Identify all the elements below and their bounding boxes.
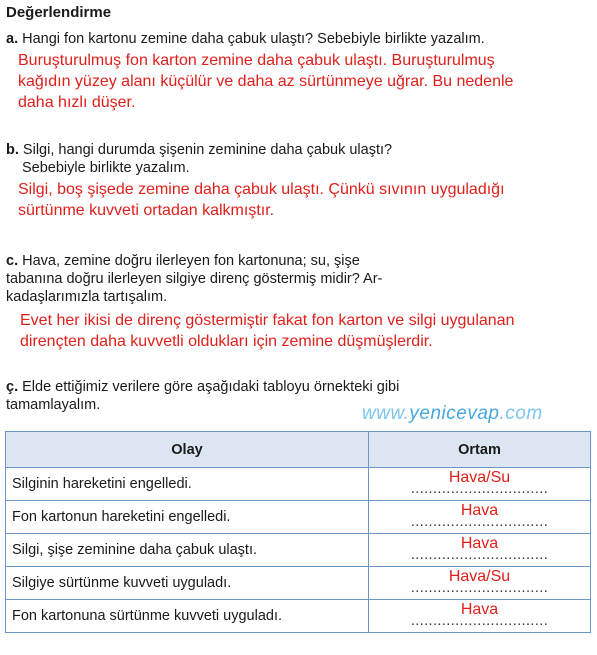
table-row <box>6 468 591 501</box>
question-a-text: Hangi fon kartonu zemine daha çabuk ulaştı? Sebebiyle birlikte yazalım. <box>22 31 485 47</box>
question-cc-text: tamamlayalım. <box>6 397 101 413</box>
question-c-text: kadaşlarımızla tartışalım. <box>6 289 168 305</box>
question-cc <box>6 378 399 414</box>
site-watermark: www.yenicevap.com <box>362 403 543 424</box>
medium-cell <box>369 534 591 567</box>
blank-line: ............................... <box>410 580 549 596</box>
blank-line: ............................... <box>410 481 549 497</box>
event-cell: Silgiye sürtünme kuvveti uyguladı. <box>6 567 369 600</box>
question-b-text: Silgi, hangi durumda şişenin zeminine daha çabuk ulaştı? <box>22 142 393 158</box>
event-cell: Silgi, şişe zeminine daha çabuk ulaştı. <box>6 534 369 567</box>
question-b-label: b. <box>6 142 19 158</box>
event-cell: Fon kartonun hareketini engelledi. <box>6 501 369 534</box>
answer-b-line: Silgi, boş şişede zemine daha çabuk ulaştı. Çünkü sıvının uyguladığı <box>18 181 505 198</box>
table-row <box>6 567 591 600</box>
event-cell: Silginin hareketini engelledi. <box>6 468 369 501</box>
answer-c <box>20 310 514 352</box>
question-b <box>6 141 392 177</box>
table-row <box>6 534 591 567</box>
medium-answer: Hava/Su <box>448 568 511 585</box>
blank-line: ............................... <box>410 514 549 530</box>
question-b-text: Sebebiyle birlikte yazalım. <box>22 160 190 176</box>
event-medium-table <box>5 431 591 633</box>
question-a-label: a. <box>6 31 19 47</box>
answer-a-line: daha hızlı düşer. <box>18 94 136 111</box>
event-cell: Fon kartonuna sürtünme kuvveti uyguladı. <box>6 600 369 633</box>
medium-cell <box>369 468 591 501</box>
answer-c-line: dirençten daha kuvvetli oldukları için zemine düşmüşlerdir. <box>20 333 433 350</box>
question-a <box>6 30 485 48</box>
question-cc-label: ç. <box>6 379 19 395</box>
medium-cell <box>369 567 591 600</box>
question-c-text: Hava, zemine doğru ilerleyen fon kartonuna; su, şişe <box>22 253 360 269</box>
answer-a-line: Buruşturulmuş fon karton zemine daha çabuk ulaştı. Buruşturulmuş <box>18 52 495 69</box>
medium-cell <box>369 600 591 633</box>
page-title: Değerlendirme <box>6 4 112 21</box>
medium-answer: Hava <box>460 601 499 618</box>
blank-line: ............................... <box>410 547 549 563</box>
column-header-event: Olay <box>6 432 369 468</box>
answer-a <box>18 50 513 113</box>
answer-a-line: kağıdın yüzey alanı küçülür ve daha az sürtünmeye uğrar. Bu nedenle <box>18 73 514 90</box>
answer-c-line: Evet her ikisi de direnç göstermiştir fakat fon karton ve silgi uygulanan <box>20 312 515 329</box>
question-cc-text: Elde ettiğimiz verilere göre aşağıdaki tabloyu örnekteki gibi <box>22 379 400 395</box>
column-header-medium: Ortam <box>369 432 591 468</box>
medium-answer: Hava <box>460 502 499 519</box>
table-header-row <box>6 432 591 468</box>
table-row <box>6 501 591 534</box>
medium-answer: Hava <box>460 535 499 552</box>
medium-cell <box>369 501 591 534</box>
medium-answer: Hava/Su <box>448 469 511 486</box>
answer-b <box>18 179 505 221</box>
blank-line: ............................... <box>410 613 549 629</box>
question-c-text: tabanına doğru ilerleyen silgiye direnç göstermiş midir? Ar- <box>6 271 383 287</box>
answer-b-line: sürtünme kuvveti ortadan kalkmıştır. <box>18 202 275 219</box>
question-c-label: c. <box>6 253 19 269</box>
table-row <box>6 600 591 633</box>
question-c <box>6 252 382 306</box>
